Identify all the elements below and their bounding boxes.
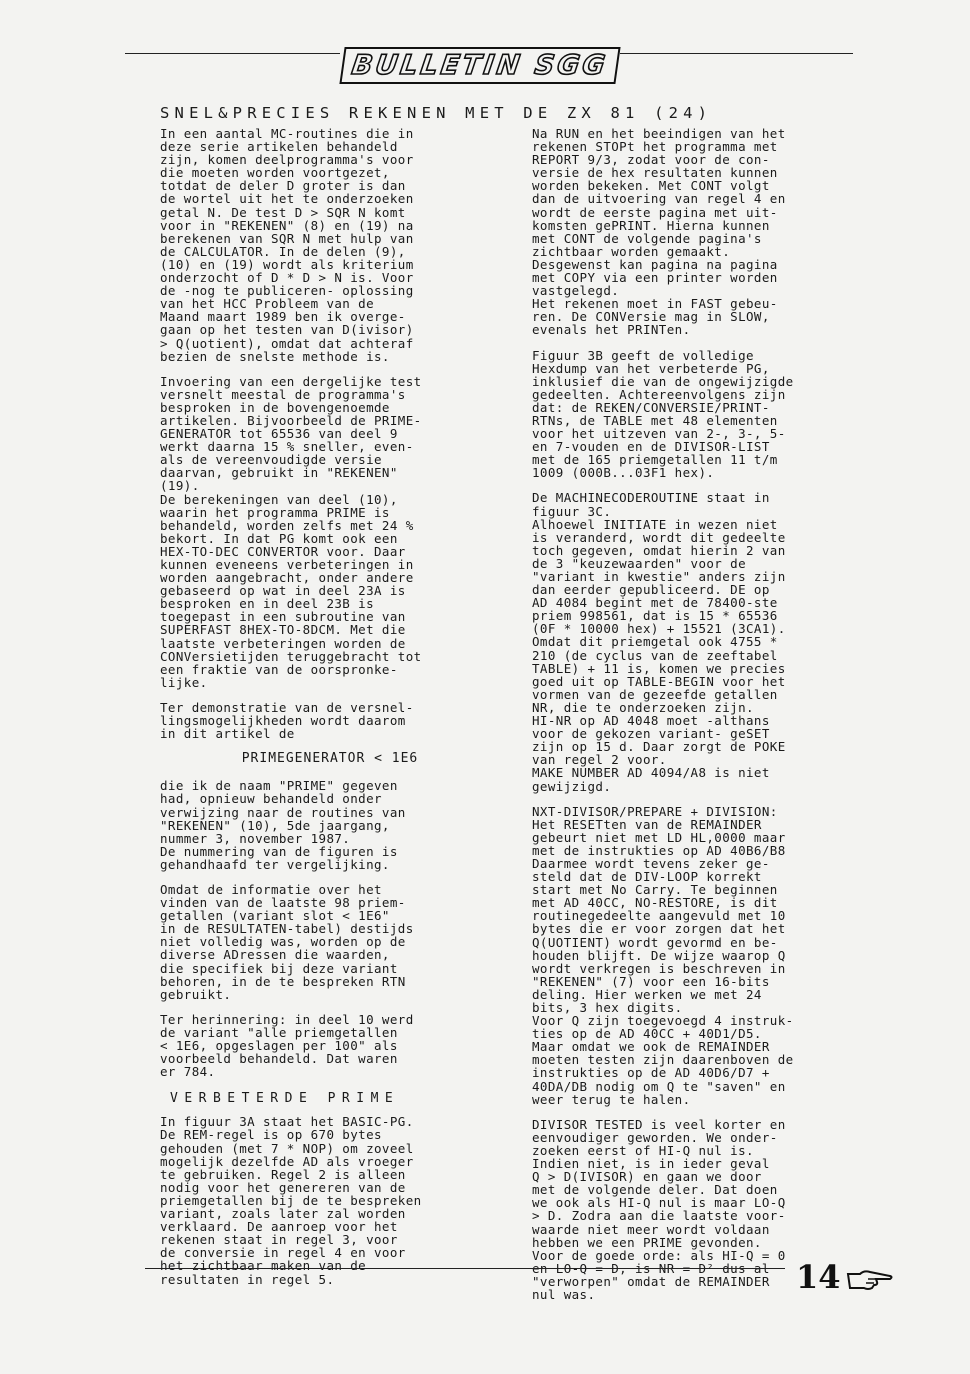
paragraph: In een aantal MC-routines die in deze serie artikelen behandeld zijn, komen deelprogramma's voor die moeten worden voortgezet, totdat de deler D groter is dan de wortel uit het te onderzoeken getal N. De test D > SQR N komt voor in "REKENEN" (8) en (19) na berekenen van SQR N met hulp van de CALCULATOR. In de delen (9), (10) en (19) wordt als kriterium onderzocht of D * D > N is. Voor de -nog te publiceren- oplossing van het HCC Probleem van de Maand maart 1989 ben ik overge- gaan op het testen van D(ivisor) > Q(uotient), omdat dat achteraf bezien de snelste methode is. <box>160 126 414 364</box>
paragraph: die ik de naam "PRIME" gegeven had, opnieuw behandeld onder verwijzing naar de routines van "REKENEN" (10), 5de jaargang, nummer 3, november 1987. De nummering van de figuren is gehandhaafd ter vergelijking. <box>160 778 406 872</box>
paragraph: DIVISOR TESTED is veel korter en eenvoudiger geworden. We onder- zoeken eerst of HI-Q nul is. Indien niet, is in ieder geval Q > D(IVISOR) en gaan we door met de volgende deler. Dat doen we ook als HI-Q nul is maar LO-Q > D. Zodra aan die laatste voor- waarde niet meer wordt voldaan hebben we een PRIME gevonden. Voor de goede orde: als HI-Q = 0 en LO-Q = D, is NR = D² dus al "verworpen" omdat de REMAINDER nul was. <box>532 1116 786 1302</box>
paragraph: Omdat de informatie over het vinden van de laatste 98 priem- getallen (variant slot < 1E6" in de RESULTATEN-tabel) destijds niet volledig was, worden op de diverse ADressen die waarden, die specifiek bij deze variant behoren, in de te bespreken RTN gebruikt. <box>160 881 414 1002</box>
paragraph: NXT-DIVISOR/PREPARE + DIVISION: Het RESETten van de REMAINDER gebeurt niet met LD HL,0000 maar met de instrukties op AD 40B6/B8 Daarmee wordt tevens zeker ge- steld dat de DIV-LOOP korrekt start met No Carry. Te beginnen met AD 40CC, NO-RESTORE, is dit routinegedeelte aangevuld met 10 bytes die er voor zorgen dat het Q(UOTIENT) wordt gevormd en be- houden blijft. De wijze waarop Q wordt verkregen is beschreven in "REKENEN" (7) voor een 16-bits deling. Hier werken we met 24 bits, 3 hex digits. Voor Q zijn toegevoegd 4 instruk- ties op de AD 40CC + 40D1/D5. Maar omdat we ook de REMAINDER moeten testen zijn daarenboven de instrukties op de AD 40D6/D7 + 40DA/DB nodig om Q te "saven" en weer terug te halen. <box>532 803 794 1107</box>
paragraph: Ter demonstratie van de versnel- lingsmogelijkheden wordt daarom in dit artikel de <box>160 699 414 742</box>
left-column <box>160 127 500 1298</box>
right-column <box>532 127 872 1313</box>
paragraph: Na RUN en het beeindigen van het rekenen STOPt het programma met REPORT 9/3, zodat voor de con- versie de hex resultaten kunnen worden bekeken. Met CONT volgt dan de uitvoering van regel 4 en wordt de eerste pagina met uit- komsten gePRINT. Hierna kunnen met CONT de volgende pagina's zichtbaar worden gemaakt. Desgewenst kan pagina na pagina met COPY via een printer worden vastgelegd. Het rekenen moet in FAST gebeu- ren. De CONVersie mag in SLOW, evenals het PRINTen. <box>532 126 786 338</box>
paragraph: Figuur 3B geeft de volledige Hexdump van het verbeterde PG, inklusief die van de ongewijzigde gedeelten. Achtereenvolgens zijn dat: de REKEN/CONVERSIE/PRINT- RTNs, de TABLE met 48 elementen voor het uitzeven van 2-, 3-, 5- en 7-vouden en de DIVISOR-LIST met de 165 priemgetallen 11 t/m 1009 (000B...03F1 hex). <box>532 347 794 481</box>
section-heading-primegenerator: PRIMEGENERATOR < 1E6 <box>241 751 419 767</box>
footer-rule <box>145 1268 785 1269</box>
paragraph: In figuur 3A staat het BASIC-PG. De REM-regel is op 670 bytes gehouden (met 7 * NOP) om zoveel mogelijk dezelfde AD als vroeger te gebruiken. Regel 2 is alleen nodig voor het genereren van de priemgetallen bij de te bespreken variant, zoals later zal worden verklaard. De aanroep voor het rekenen staat in regel 3, voor de conversie in regel 4 en voor het zichtbaar maken van de resultaten in regel 5. <box>160 1114 422 1287</box>
masthead-title: BULLETIN SGG <box>340 47 621 84</box>
article-headline: SNEL&PRECIES REKENEN MET DE ZX 81 (24) <box>160 104 713 122</box>
masthead <box>340 47 620 83</box>
paragraph: Invoering van een dergelijke test versnelt meestal de programma's besproken in de bovengenoemde artikelen. Bijvoorbeeld de PRIME- GENERATOR tot 65536 van deel 9 werkt daarna 15 % sneller, even- als de vereenvoudigde versie daarvan, gebruikt in "REKENEN" (19). De berekeningen van deel (10), waarin het programma PRIME is behandeld, worden zelfs met 24 % bekort. In dat PG komt ook een HEX-TO-DEC CONVERTOR voor. Daar kunnen eveneens verbeteringen in worden aangebracht, onder andere gebaseerd op wat in deel 23A is besproken en in deel 23B is toegepast in een subroutine van SUPERFAST 8HEX-TO-8DCM. Met die laatste verbeteringen worden de CONVersietijden teruggebracht tot een fraktie van de oorspronke- lijke. <box>160 373 422 690</box>
paragraph: De MACHINECODEROUTINE staat in figuur 3C. Alhoewel INITIATE in wezen niet is veranderd, wordt dit gedeelte toch gegeven, omdat hierin 2 van de 3 "keuzewaarden" voor de "variant in kwestie" anders zijn dan eerder gepubliceerd. DE op AD 4084 begint met de 78400-ste priem 998561, dat is 15 * 65536 (0F * 10000 hex) + 15521 (3CA1). Omdat dit priemgetal ook 4755 * 210 (de cyclus van de zeeftabel TABLE) + 11 is, komen we precies goed uit op TABLE-BEGIN voor het vormen van de gezeefde getallen NR, die te onderzoeken zijn. HI-NR op AD 4048 moet -althans voor de gekozen variant- geSET zijn op 15 d. Daar zorgt de POKE van regel 2 voor. MAKE NUMBER AD 4094/A8 is niet gewijzigd. <box>532 490 786 794</box>
pointing-hand-icon <box>846 1266 894 1292</box>
paragraph: Ter herinnering: in deel 10 werd de variant "alle priemgetallen < 1E6, opgeslagen per 100" als voorbeeld behandeld. Dat waren er 784. <box>160 1011 414 1080</box>
page-number: 14 <box>796 1258 841 1296</box>
section-heading-verbeterde-prime: VERBETERDE PRIME <box>170 1091 400 1107</box>
